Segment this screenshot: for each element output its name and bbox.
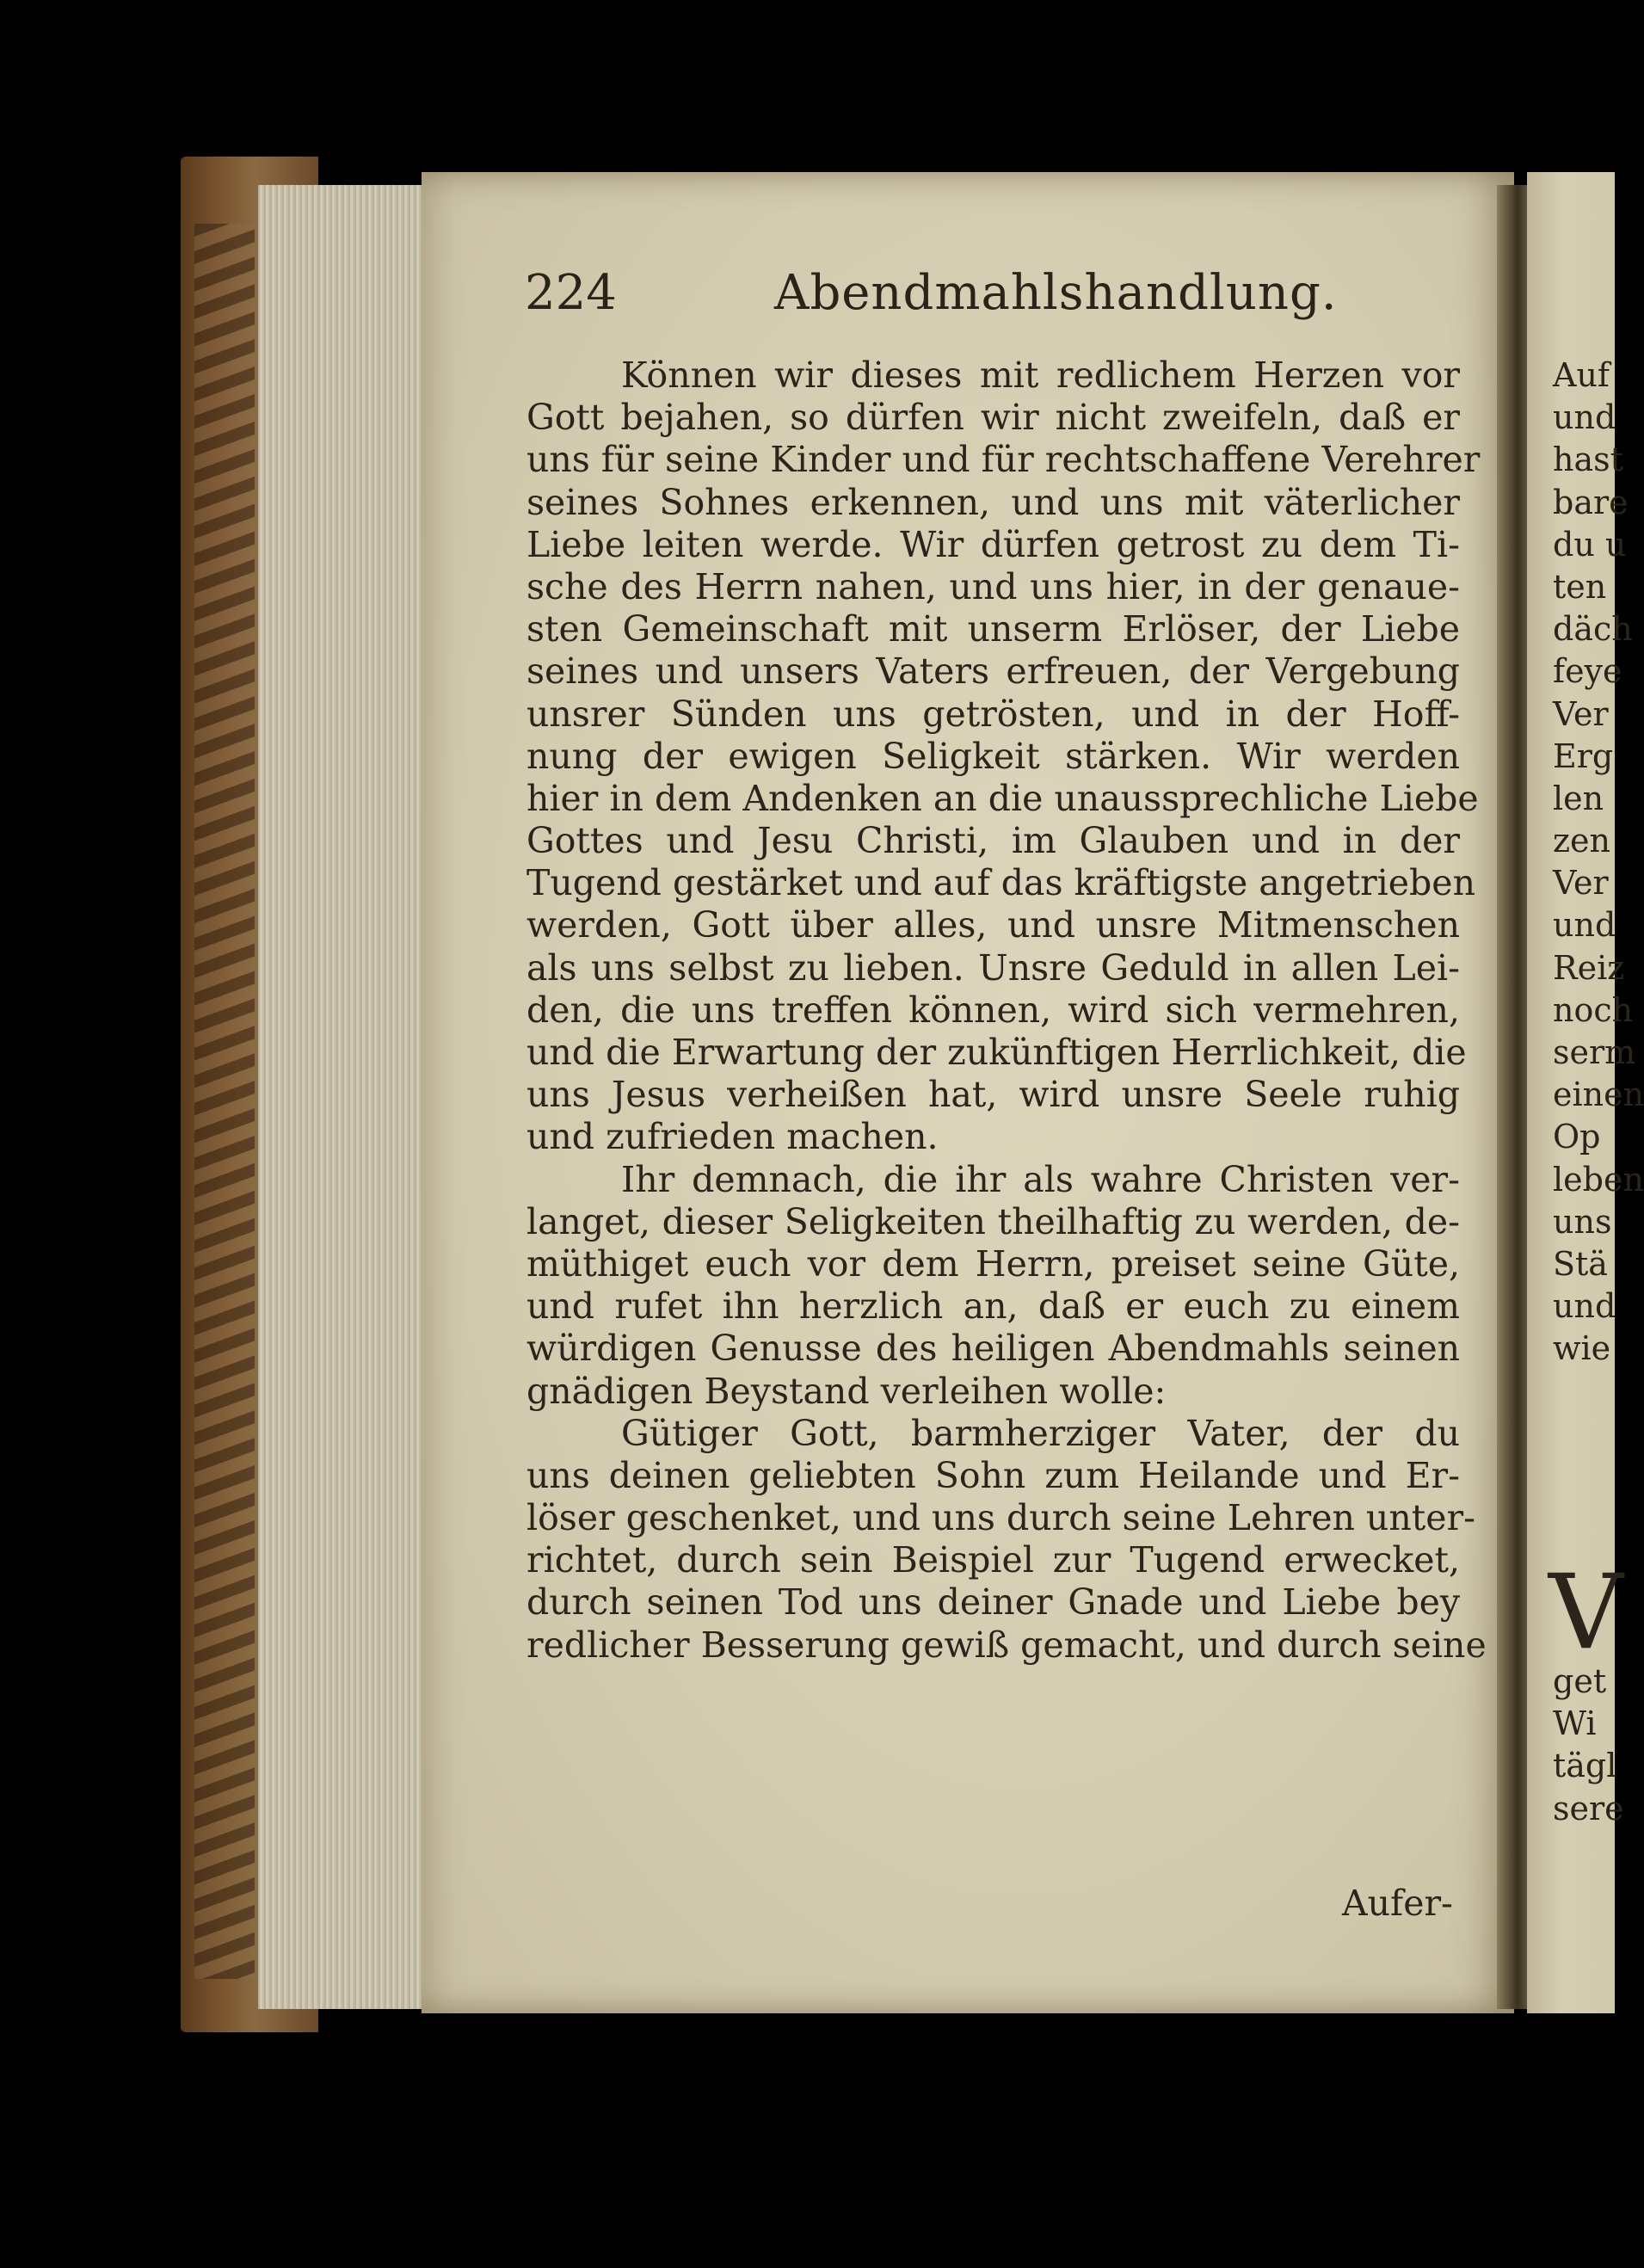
text-line: gnädigen Beystand verleihen wolle: [526,1370,1167,1412]
text-line: hier in dem Andenken an die unaussprechliche Liebe [526,777,1479,819]
facing-text-line: und [1553,1287,1616,1326]
facing-text-line: Stä [1553,1244,1608,1283]
text-line: sche des Herrn nahen, und uns hier, in der genaue- [526,565,1460,607]
catchword: Aufer- [1342,1883,1453,1924]
facing-text-line: Auf [1553,356,1610,394]
facing-text-line: zen [1553,822,1610,860]
text-line: Tugend gestärket und auf das kräftigste angetrieben [526,862,1475,904]
text-line: und die Erwartung der zukünftigen Herrlichkeit, die [526,1032,1467,1073]
text-line: Gottes und Jesu Christi, im Glauben und in der [526,820,1460,862]
text-line: Können wir dieses mit redlichem Herzen vor [621,354,1460,396]
text-line: werden, Gott über alles, und unsre Mitmenschen [526,904,1460,946]
facing-page-text [1553,354,1644,1371]
facing-text-line: leben [1553,1160,1644,1199]
facing-text-line: serm [1553,1033,1636,1071]
facing-text-line: du u [1553,525,1627,564]
facing-text-line: däch [1553,610,1633,649]
facing-page-initial: V [1549,1553,1623,1673]
text-line: sten Gemeinschaft mit unserm Erlöser, der Liebe [526,608,1460,650]
text-line: unsrer Sünden uns getrösten, und in der Hoff- [526,693,1460,735]
text-line: den, die uns treffen können, wird sich vermehren, [526,989,1460,1031]
facing-text-line: und [1553,398,1616,437]
cover-marbling [194,224,255,1979]
book-gutter [1497,185,1531,2009]
page-header [525,265,1454,334]
facing-text-line: tägl [1553,1747,1617,1785]
text-line: löser geschenket, und uns durch seine Lehren unter- [526,1497,1475,1539]
text-line: Ihr demnach, die ihr als wahre Christen ver- [621,1158,1460,1200]
text-line: müthiget euch vor dem Herrn, preiset seine Güte, [526,1242,1460,1285]
facing-text-line: Ver [1553,694,1609,733]
body-text [526,354,1487,1667]
facing-text-line: sere [1553,1789,1624,1827]
facing-text-line: Wi [1553,1704,1597,1743]
text-line: durch seinen Tod uns deiner Gnade und Liebe bey [526,1581,1460,1624]
text-line: Gott bejahen, so dürfen wir nicht zweifeln, daß er [526,397,1460,439]
facing-text-line: Reiz [1553,948,1625,987]
text-line: richtet, durch sein Beispiel zur Tugend erwecket, [526,1539,1460,1581]
facing-text-line: hast [1553,441,1623,479]
page-number: 224 [525,265,617,321]
text-line: nung der ewigen Seligkeit stärken. Wir werden [526,735,1460,777]
facing-text-line: len [1553,779,1604,817]
text-line: langet, dieser Seligkeiten theilhaftig zu werden, de- [526,1200,1460,1242]
text-line: als uns selbst zu lieben. Unsre Geduld in allen Lei- [526,946,1460,989]
facing-text-line: wie [1553,1329,1611,1368]
facing-text-line: und [1553,906,1616,945]
text-line: Liebe leiten werde. Wir dürfen getrost zu dem Ti- [526,523,1460,565]
facing-text-line: uns [1553,1202,1612,1241]
facing-text-line: ten [1553,567,1607,606]
text-line: und zufrieden machen. [526,1116,939,1158]
page-edges [258,185,439,2009]
facing-text-line: feye [1553,652,1622,691]
running-head: Abendmahlshandlung. [774,265,1338,321]
text-line: seines Sohnes erkennen, und uns mit väterlicher [526,481,1460,523]
text-line: würdigen Genusse des heiligen Abendmahls seinen [526,1328,1460,1370]
text-line: Gütiger Gott, barmherziger Vater, der du [621,1412,1460,1454]
facing-text-line: Op [1553,1118,1601,1156]
facing-text-line: Ver [1553,864,1609,903]
facing-text-line: bare [1553,483,1629,521]
text-line: uns deinen geliebten Sohn zum Heilande und Er- [526,1454,1460,1496]
text-line: seines und unsers Vaters erfreuen, der Vergebung [526,650,1460,693]
text-line: uns Jesus verheißen hat, wird unsre Seele ruhig [526,1074,1460,1116]
text-line: und rufet ihn herzlich an, daß er euch zu einem [526,1285,1460,1328]
facing-text-line: get [1553,1662,1607,1700]
facing-page-text-bottom [1553,1661,1624,1830]
facing-text-line: einen [1553,1075,1644,1114]
facing-text-line: noch [1553,990,1634,1029]
facing-text-line: Erg [1553,736,1614,775]
text-line: redlicher Besserung gewiß gemacht, und durch seine [526,1624,1487,1666]
text-line: uns für seine Kinder und für rechtschaffene Verehrer [526,439,1481,481]
